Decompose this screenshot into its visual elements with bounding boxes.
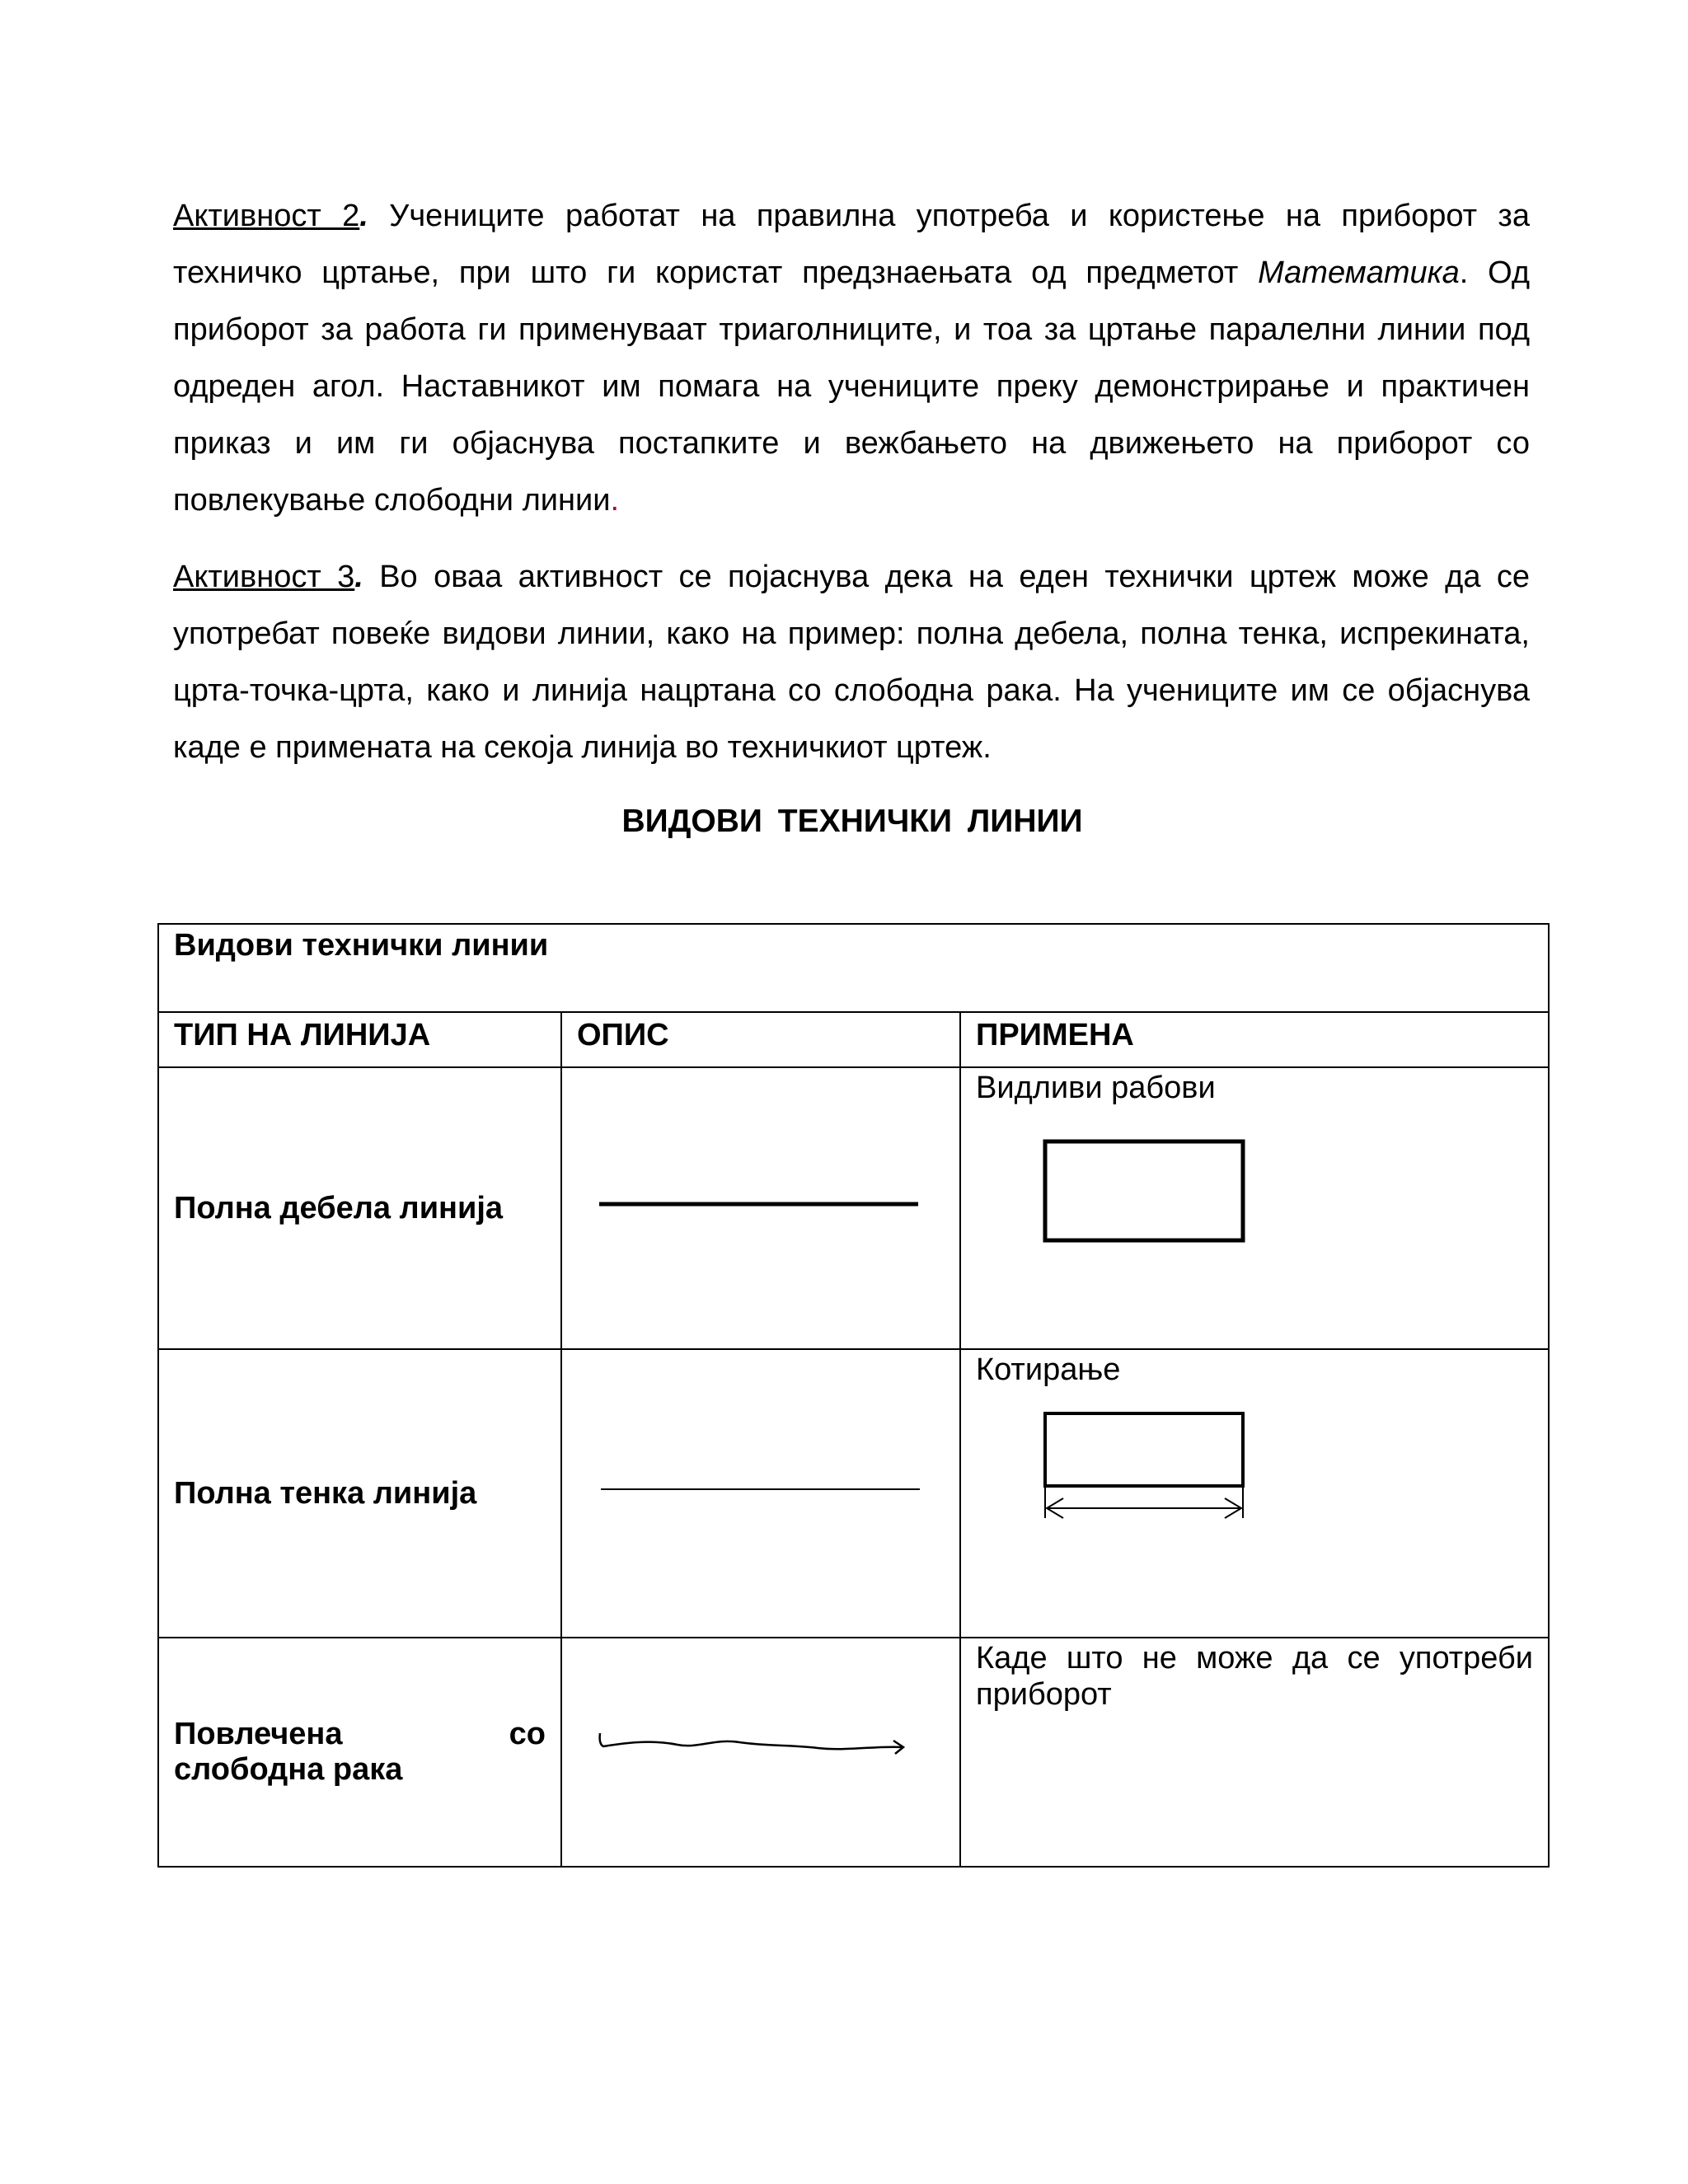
row-1-application-text: Видливи рабови — [976, 1071, 1216, 1105]
line-types-table — [157, 923, 1550, 1868]
activity-2-label: Активност 2 — [173, 199, 360, 233]
row-3-description — [561, 1638, 960, 1867]
activity-2-text-2: . Од приборот за работа ги применуваат триаголниците, и тоа за цртање паралелни линии под одреден агол. Наставникот им помага на учениците преку демонстрирање и практичен приказ и им ги објаснува постапките и вежбањето на движењето на приборот со повлекување слободни линии — [173, 255, 1530, 518]
row-1-application — [960, 1067, 1549, 1349]
subject-name: Математика — [1258, 255, 1460, 290]
row-3-application — [960, 1638, 1549, 1867]
header-type: ТИП НА ЛИНИЈА — [158, 1012, 561, 1067]
thick-line-sample — [562, 1179, 961, 1229]
row-2-application-text: Котирање — [976, 1352, 1121, 1387]
row-1-description — [561, 1067, 960, 1349]
row-2-type: Полна тенка линија — [158, 1349, 561, 1638]
row-3-application-text: Каде што не може да се употреби приборот — [976, 1641, 1533, 1712]
section-heading: ВИДОВИ ТЕХНИЧКИ ЛИНИИ — [621, 804, 1083, 839]
activity-2-dot: . — [359, 199, 368, 233]
table-caption-row — [158, 924, 1549, 1012]
table-header-row — [158, 1012, 1549, 1067]
activity-3-text: Во оваа активност се појаснува дека на еден технички цртеж може да се употребат повеќе видови линии, како на пример: полна дебела, полна тенка, испрекината, црта-точка-црта, како и линија нацртана со слободна рака. На учениците им се објаснува каде е примената на секоја линија во техничкиот цртеж. — [173, 560, 1530, 765]
freehand-line-sample — [562, 1715, 961, 1781]
activity-2-paragraph — [173, 188, 1530, 529]
activity-2-text-1: Учениците работат на правилна употреба и користење на приборот за техничко цртање, при што ги користат предзнаењата од предметот — [173, 199, 1530, 290]
table-row — [158, 1067, 1549, 1349]
activity-3-label: Активност 3 — [173, 560, 355, 594]
activity-3-dot: . — [354, 560, 363, 594]
row-3-type-line-2: слободна рака — [174, 1752, 403, 1787]
dimensioning-rectangle — [1043, 1411, 1290, 1535]
row-2-application — [960, 1349, 1549, 1638]
header-application: ПРИМЕНА — [960, 1012, 1549, 1067]
row-1-type: Полна дебела линија — [158, 1067, 561, 1349]
activity-2-end-dot: . — [610, 483, 619, 518]
activity-3-paragraph — [173, 549, 1530, 776]
visible-edges-rectangle — [1043, 1139, 1290, 1304]
thin-line-sample — [562, 1465, 961, 1514]
table-row — [158, 1349, 1549, 1638]
row-3-type — [158, 1638, 561, 1867]
row-3-type-line-1: Повлечена со — [174, 1717, 546, 1751]
table-caption: Видови технички линии — [158, 924, 1549, 1012]
table-row — [158, 1638, 1549, 1867]
row-2-description — [561, 1349, 960, 1638]
header-description: ОПИС — [561, 1012, 960, 1067]
